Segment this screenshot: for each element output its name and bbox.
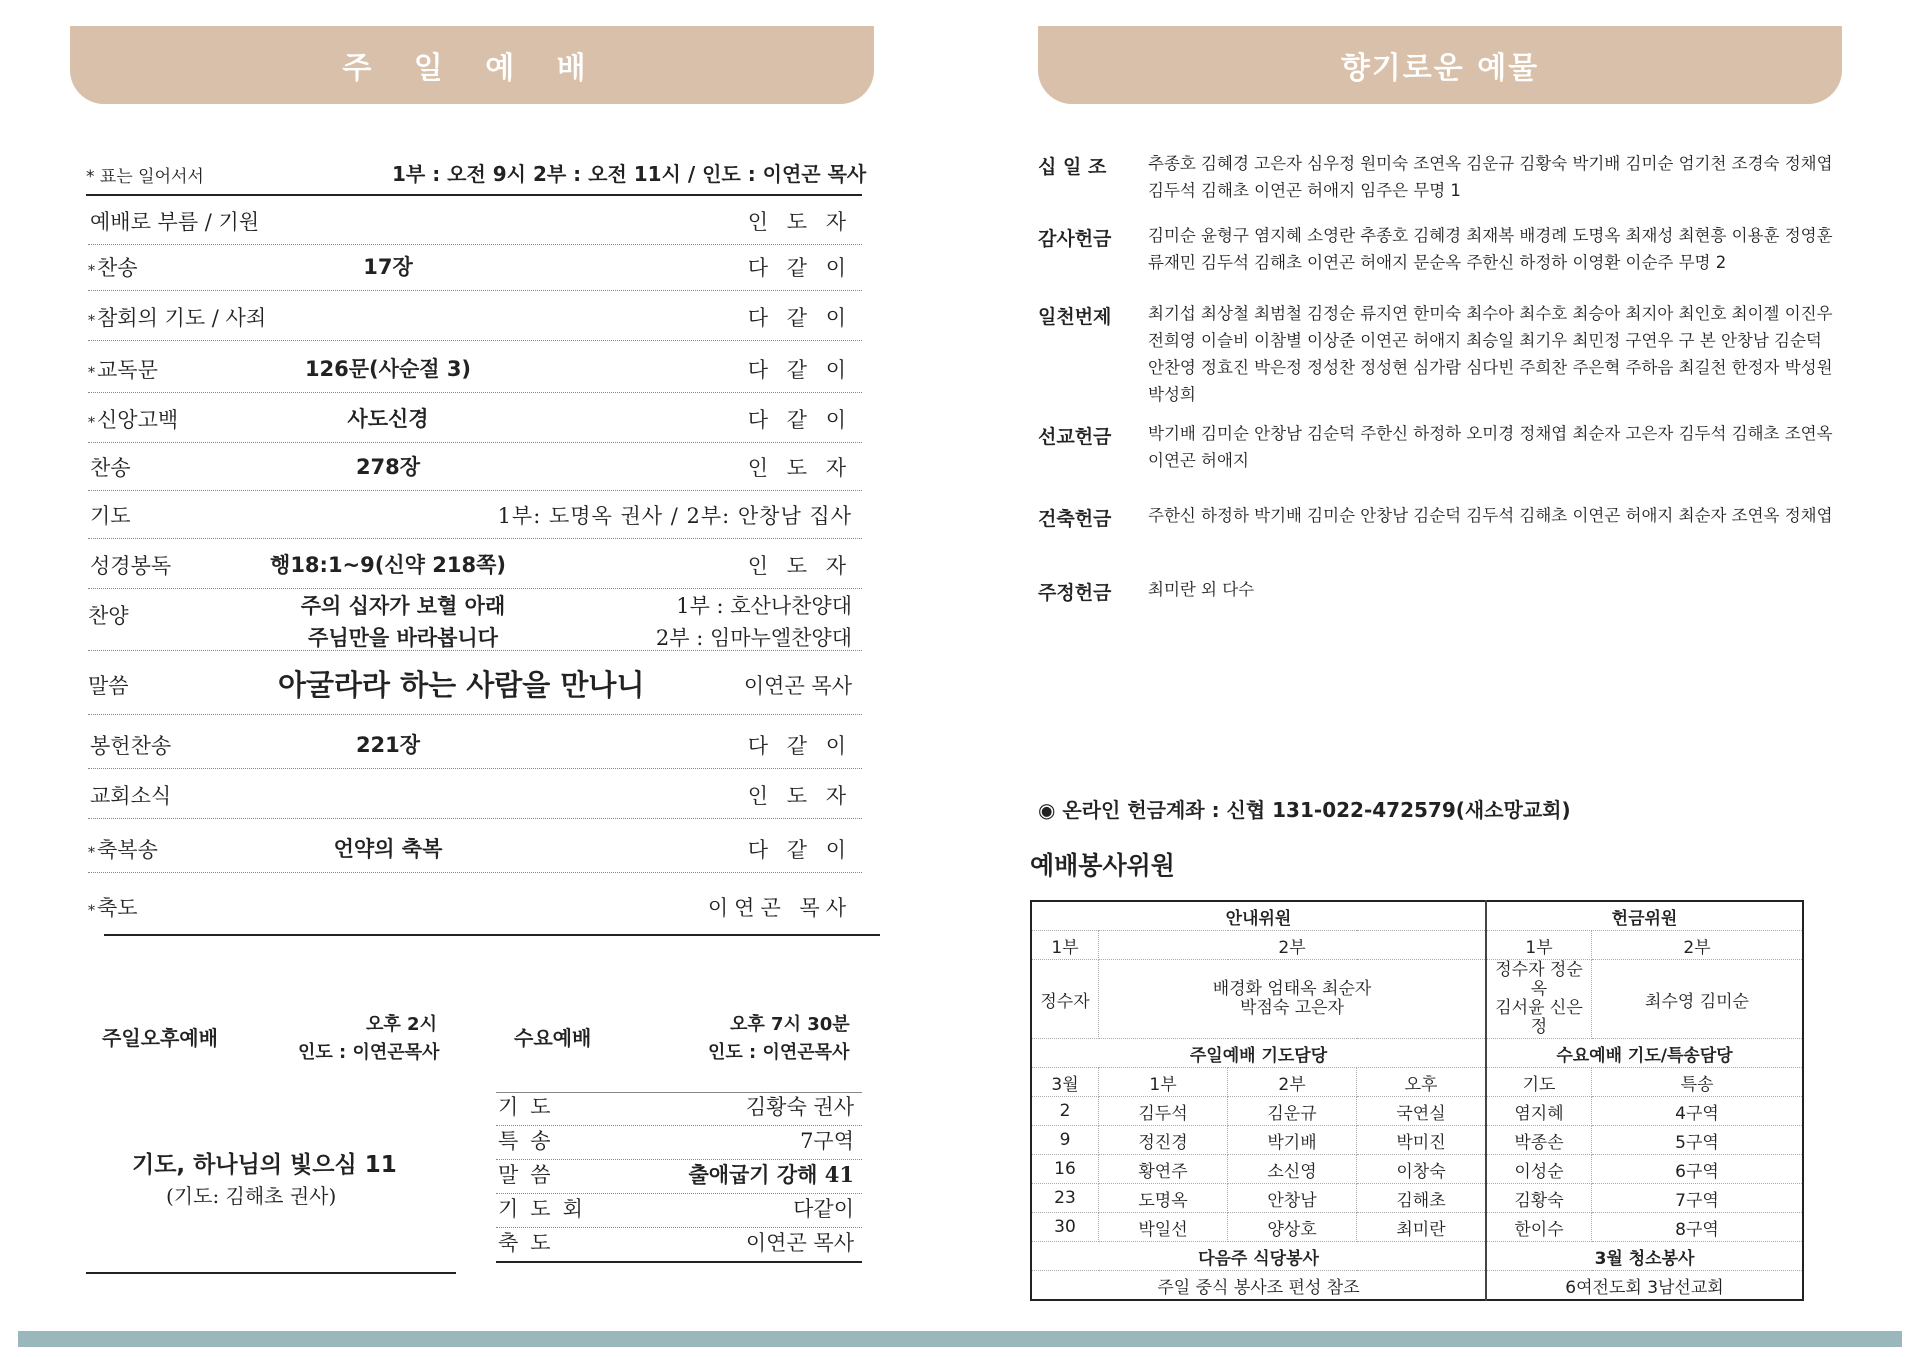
col-afternoon: 오후 <box>1357 1068 1487 1097</box>
order-leader: 다 같 이 <box>747 838 852 862</box>
order-label: 말씀 <box>88 674 129 698</box>
order-label-text: 찬송 <box>90 456 131 480</box>
order-row <box>88 196 862 245</box>
kitchen-duty: 주일 중식 봉사조 편성 참조 <box>1031 1271 1486 1301</box>
order-detail: 126문(사순절 3) <box>304 357 472 381</box>
wednesday-service-title: 수요예배 <box>514 1026 592 1050</box>
order-label <box>88 780 171 810</box>
offering-names: 주한신 하정하 박기배 김미순 안창남 김순덕 김두석 김해초 이연곤 허애지 최순자 조연옥 정채엽 <box>1148 506 1833 525</box>
service-times: 1부 : 오전 9시 2부 : 오전 11시 / 인도 : 이연곤 목사 <box>392 162 867 186</box>
duty-date: 23 <box>1031 1184 1099 1213</box>
standing-mark: * <box>88 845 95 861</box>
order-label <box>88 834 158 864</box>
praise-song-2: 주님만을 바라봅니다 <box>308 626 498 650</box>
wednesday-item: 말씀 <box>498 1163 563 1187</box>
afternoon-prayer: (기도: 김해초 권사) <box>166 1184 337 1208</box>
offering-label: 일천번제 <box>1038 306 1112 328</box>
afternoon-rule <box>86 1272 456 1274</box>
order-detail: 221장 <box>355 733 421 757</box>
standing-mark: * <box>88 365 95 381</box>
prayer-afternoon: 박미진 <box>1357 1126 1487 1155</box>
order-label-text: 교독문 <box>97 358 158 382</box>
duty-row <box>1031 1097 1803 1126</box>
order-leader: 다 같 이 <box>747 306 852 330</box>
prayer-afternoon: 최미란 <box>1357 1213 1487 1242</box>
order-label-text: 축도 <box>97 896 138 920</box>
wednesday-row <box>496 1095 862 1126</box>
duty-date: 16 <box>1031 1155 1099 1184</box>
offering-names: 박기배 김미순 안창남 김순덕 주한신 하정하 오미경 정채엽 최순자 고은자 김두석 김해초 조연옥 이연곤 허애지 <box>1148 424 1833 470</box>
order-row <box>88 392 862 443</box>
order-row <box>88 714 862 769</box>
usher-part1: 정수자 <box>1031 960 1099 1039</box>
duty-row <box>1031 1184 1803 1213</box>
order-detail: 언약의 축복 <box>333 837 443 861</box>
offering-names: 추종호 김혜경 고은자 심우정 원미숙 조연옥 김운규 김황숙 박기배 김미순 엄기천 조경숙 정채엽 김두석 김해초 이연곤 허애지 임주은 무명 1 <box>1148 154 1833 200</box>
order-leader: 인 도 자 <box>747 456 852 480</box>
order-row-praise <box>88 588 862 651</box>
prayer-part2: 양상호 <box>1228 1213 1357 1242</box>
prayer-afternoon: 김해초 <box>1357 1184 1487 1213</box>
usher-title: 안내위원 <box>1031 901 1486 931</box>
prayer-part2: 소신영 <box>1228 1155 1357 1184</box>
service-committee-title: 예배봉사위원 <box>1030 851 1175 880</box>
order-label <box>88 500 131 530</box>
prayer-part1: 황연주 <box>1099 1155 1228 1184</box>
wednesday-special: 7구역 <box>1592 1184 1804 1213</box>
usher-part2-head: 2부 <box>1099 931 1487 960</box>
order-leader: 다 같 이 <box>747 358 852 382</box>
order-label-text: 교회소식 <box>90 784 172 808</box>
usher-part2-line2: 박점숙 고은자 <box>1240 998 1344 1018</box>
worship-title: 주 일 예 배 <box>342 51 602 86</box>
offering-label: 건축헌금 <box>1038 508 1112 530</box>
order-row <box>88 244 862 291</box>
offering-label: 감사헌금 <box>1038 228 1112 250</box>
order-label <box>88 550 171 580</box>
order-detail: 행18:1~9(신약 218쪽) <box>270 553 506 577</box>
order-leader: 이연곤 목사 <box>707 896 852 920</box>
order-leader: 1부: 도명옥 권사 / 2부: 안창남 집사 <box>497 504 852 528</box>
order-leader: 다 같 이 <box>747 256 852 280</box>
standing-mark: * <box>88 415 95 431</box>
praise-choir-1: 1부 : 호산나찬양대 <box>676 594 852 618</box>
order-row <box>88 768 862 819</box>
offering-part1-line2: 김서윤 신은정 <box>1495 998 1583 1037</box>
wednesday-item: 축도 <box>498 1231 563 1255</box>
wednesday-item: 기도 <box>498 1095 563 1119</box>
offerings-title-tab <box>1038 26 1842 104</box>
order-label <box>88 452 131 482</box>
order-label-text: 축복송 <box>97 838 158 862</box>
wednesday-row <box>496 1231 862 1263</box>
prayer-part1: 김두석 <box>1099 1097 1228 1126</box>
offering-names: 최기섭 최상철 최범철 김정순 류지연 한미숙 최수아 최수호 최승아 최지아 최인호 최이젤 이진우 전희영 이슬비 이참별 이상준 이연곤 허애지 최승일 최기우 최민정 구연우 구 본 안창남 김순덕 안찬영 정효진 박은정 정성찬 정성현 심가람 심다빈 주희찬 주은혁 주하음 최길천 한정자 박성원 박성희 <box>1148 304 1833 404</box>
wednesday-prayer: 한이수 <box>1486 1213 1592 1242</box>
order-row <box>88 490 862 539</box>
order-leader: 인 도 자 <box>747 554 852 578</box>
order-row <box>88 290 862 341</box>
order-detail: 278장 <box>355 455 421 479</box>
service-committee-table <box>1030 900 1804 1301</box>
order-label <box>88 730 171 760</box>
sermon-preacher: 이연곤 목사 <box>743 674 852 698</box>
wednesday-special: 4구역 <box>1592 1097 1804 1126</box>
cleaning-duty: 6여전도회 3남선교회 <box>1486 1271 1803 1301</box>
prayer-afternoon: 이창숙 <box>1357 1155 1487 1184</box>
wednesday-item: 특송 <box>498 1129 563 1153</box>
order-label-text: 참회의 기도 / 사죄 <box>97 306 267 330</box>
wednesday-value: 7구역 <box>800 1129 854 1153</box>
afternoon-sermon: 기도, 하나님의 빛으심 11 <box>132 1152 397 1178</box>
offering-part1-line1: 정수자 정순옥 <box>1495 960 1583 999</box>
offering-committee-title: 헌금위원 <box>1486 901 1803 931</box>
wednesday-row <box>496 1163 862 1194</box>
order-leader: 인 도 자 <box>747 784 852 808</box>
prayer-part2: 김운규 <box>1228 1097 1357 1126</box>
wednesday-time: 오후 7시 30분 <box>730 1014 850 1035</box>
afternoon-time: 오후 2시 <box>366 1014 437 1035</box>
order-row <box>88 340 862 393</box>
order-label <box>88 302 266 332</box>
duty-row <box>1031 1155 1803 1184</box>
order-label-text: 예배로 부름 / 기원 <box>90 210 260 234</box>
cleaning-title: 3월 청소봉사 <box>1486 1242 1803 1271</box>
standing-mark: * <box>88 903 95 919</box>
col-special: 특송 <box>1592 1068 1804 1097</box>
duty-date: 9 <box>1031 1126 1099 1155</box>
order-label-text: 봉헌찬송 <box>90 734 172 758</box>
prayer-afternoon: 국연실 <box>1357 1097 1487 1126</box>
sunday-prayer-title: 주일예배 기도담당 <box>1031 1039 1486 1068</box>
wednesday-prayer: 이성순 <box>1486 1155 1592 1184</box>
order-label-text: 신앙고백 <box>97 408 179 432</box>
order-row-sermon <box>88 650 862 715</box>
prayer-part1: 정진경 <box>1099 1126 1228 1155</box>
order-label-text: 찬송 <box>97 256 138 280</box>
order-label: 찬양 <box>88 604 129 628</box>
praise-song-1: 주의 십자가 보혈 아래 <box>300 594 506 618</box>
order-row <box>88 872 862 930</box>
order-detail: 17장 <box>363 255 413 279</box>
order-leader: 다 같 이 <box>747 408 852 432</box>
offering-label: 선교헌금 <box>1038 426 1112 448</box>
standing-note: * 표는 일어서서 <box>86 167 204 187</box>
duty-date: 2 <box>1031 1097 1099 1126</box>
col-prayer: 기도 <box>1486 1068 1592 1097</box>
standing-mark: * <box>88 313 95 329</box>
col-part1: 1부 <box>1099 1068 1228 1097</box>
order-label <box>88 354 158 384</box>
order-row <box>88 442 862 491</box>
usher-part2-line1: 배경화 엄태옥 최순자 <box>1212 979 1372 999</box>
sermon-title: 아굴라라 하는 사람을 만나니 <box>278 668 645 702</box>
prayer-part2: 박기배 <box>1228 1126 1357 1155</box>
standing-mark: * <box>88 263 95 279</box>
footer-bar <box>18 1331 1902 1347</box>
wednesday-item: 기도회 <box>498 1197 595 1221</box>
afternoon-service-title: 주일오후예배 <box>102 1026 218 1050</box>
offering-part1 <box>1486 960 1592 1039</box>
wednesday-value: 김황숙 권사 <box>745 1095 854 1119</box>
wednesday-duty-title: 수요예배 기도/특송담당 <box>1486 1039 1803 1068</box>
offering-part2: 최수영 김미순 <box>1592 960 1804 1039</box>
wednesday-special: 8구역 <box>1592 1213 1804 1242</box>
order-leader: 인 도 자 <box>747 210 852 234</box>
prayer-part1: 박일선 <box>1099 1213 1228 1242</box>
col-month: 3월 <box>1031 1068 1099 1097</box>
usher-part2 <box>1099 960 1487 1039</box>
order-leader: 다 같 이 <box>747 734 852 758</box>
order-row <box>88 818 862 873</box>
offering-part2-head: 2부 <box>1592 931 1804 960</box>
wednesday-leader: 인도 : 이연곤목사 <box>708 1042 850 1063</box>
wednesday-value: 출애굽기 강해 41 <box>688 1162 854 1187</box>
prayer-part2: 안창남 <box>1228 1184 1357 1213</box>
order-label <box>88 252 138 282</box>
col-part2: 2부 <box>1228 1068 1357 1097</box>
afternoon-leader: 인도 : 이연곤목사 <box>298 1042 440 1063</box>
wednesday-value: 다같이 <box>793 1197 854 1221</box>
wednesday-special: 6구역 <box>1592 1155 1804 1184</box>
order-label-text: 성경봉독 <box>90 554 172 578</box>
wednesday-special: 5구역 <box>1592 1126 1804 1155</box>
offering-names: 김미순 윤형구 염지혜 소영란 추종호 김혜경 최재복 배경례 도명옥 최재성 최현흥 이용훈 정영훈 류재민 김두석 김해초 이연곤 허애지 문순옥 주한신 하정하 이영환 이순주 무명 2 <box>1148 226 1833 272</box>
duty-row <box>1031 1213 1803 1242</box>
order-label <box>88 892 138 922</box>
wednesday-prayer: 김황숙 <box>1486 1184 1592 1213</box>
wednesday-row <box>496 1197 862 1228</box>
online-account: ◉ 온라인 헌금계좌 : 신협 131-022-472579(새소망교회) <box>1038 798 1571 822</box>
wednesday-prayer: 박종손 <box>1486 1126 1592 1155</box>
order-detail: 사도신경 <box>347 407 429 431</box>
offering-label: 십 일 조 <box>1038 156 1107 178</box>
order-row <box>88 538 862 589</box>
wednesday-value: 이연곤 목사 <box>745 1231 854 1255</box>
duty-row <box>1031 1126 1803 1155</box>
order-label <box>88 404 178 434</box>
order-label <box>88 206 259 236</box>
prayer-part1: 도명옥 <box>1099 1184 1228 1213</box>
wednesday-row <box>496 1129 862 1160</box>
duty-date: 30 <box>1031 1213 1099 1242</box>
order-end-rule <box>104 934 880 936</box>
praise-choir-2: 2부 : 임마누엘찬양대 <box>655 626 852 650</box>
duty-rows <box>1031 1097 1803 1242</box>
order-label-text: 기도 <box>90 504 131 528</box>
offerings-title: 향기로운 예물 <box>1340 51 1540 86</box>
wednesday-prayer: 염지혜 <box>1486 1097 1592 1126</box>
offering-part1-head: 1부 <box>1486 931 1592 960</box>
usher-part1-head: 1부 <box>1031 931 1099 960</box>
offering-label: 주정헌금 <box>1038 582 1112 604</box>
offering-names: 최미란 외 다수 <box>1148 580 1255 599</box>
worship-title-tab <box>70 26 874 104</box>
kitchen-title: 다음주 식당봉사 <box>1031 1242 1486 1271</box>
